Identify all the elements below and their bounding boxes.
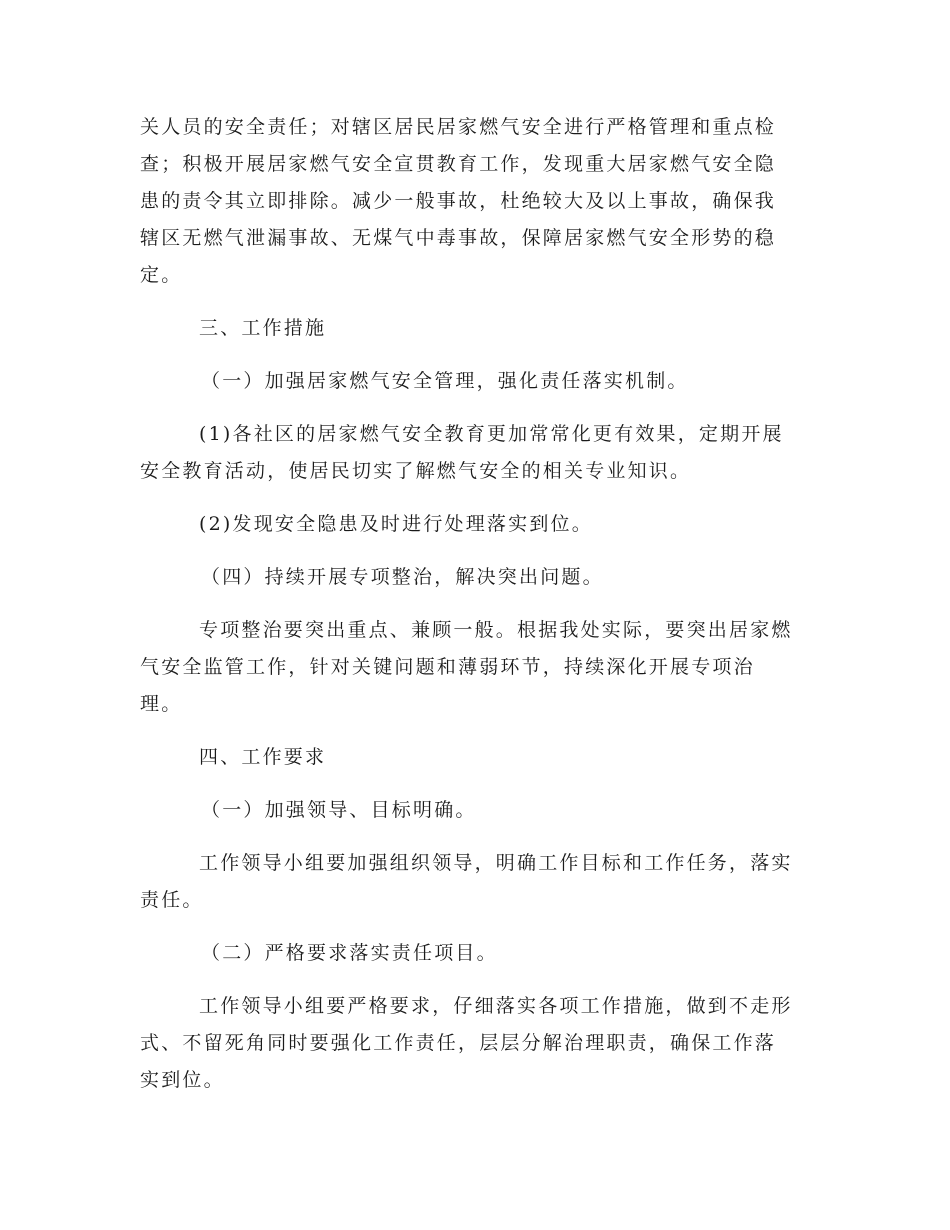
paragraph-line: (2)发现安全隐患及时进行处理落实到位。 [199,513,593,535]
paragraph-line: 工作领导小组要严格要求，仔细落实各项工作措施，做到不走形 [199,995,793,1017]
subsection-heading: （二）严格要求落实责任项目。 [201,942,498,964]
paragraph-line: 安全教育活动，使居民切实了解燃气安全的相关专业知识。 [140,460,692,482]
paragraph-line: 患的责令其立即排除。减少一般事故，杜绝较大及以上事故，确保我 [140,190,777,212]
paragraph-line: 式、不留死角同时要强化工作责任，层层分解治理职责，确保工作落 [140,1032,777,1054]
paragraph-line: 关人员的安全责任；对辖区居民居家燃气安全进行严格管理和重点检 [140,116,777,138]
subsection-heading: （四）持续开展专项整治，解决突出问题。 [201,566,604,588]
paragraph-line: (1)各社区的居家燃气安全教育更加常常化更有效果，定期开展 [199,423,784,445]
paragraph-line: 工作领导小组要加强组织领导，明确工作目标和工作任务，落实 [199,852,793,874]
paragraph-line: 责任。 [140,889,204,911]
subsection-heading: （一）加强领导、目标明确。 [201,799,477,821]
paragraph-line: 实到位。 [140,1069,225,1091]
paragraph-line: 专项整治要突出重点、兼顾一般。根据我处实际，要突出居家燃 [199,619,793,641]
section-heading: 三、工作措施 [199,317,327,339]
paragraph-line: 查；积极开展居家燃气安全宣贯教育工作，发现重大居家燃气安全隐 [140,153,777,175]
paragraph-line: 理。 [140,693,183,715]
subsection-heading: （一）加强居家燃气安全管理，强化责任落实机制。 [201,370,689,392]
paragraph-line: 气安全监管工作，针对关键问题和薄弱环节，持续深化开展专项治 [140,656,755,678]
section-heading: 四、工作要求 [199,746,327,768]
paragraph-line: 定。 [140,264,183,286]
paragraph-line: 辖区无燃气泄漏事故、无煤气中毒事故，保障居家燃气安全形势的稳 [140,227,777,249]
